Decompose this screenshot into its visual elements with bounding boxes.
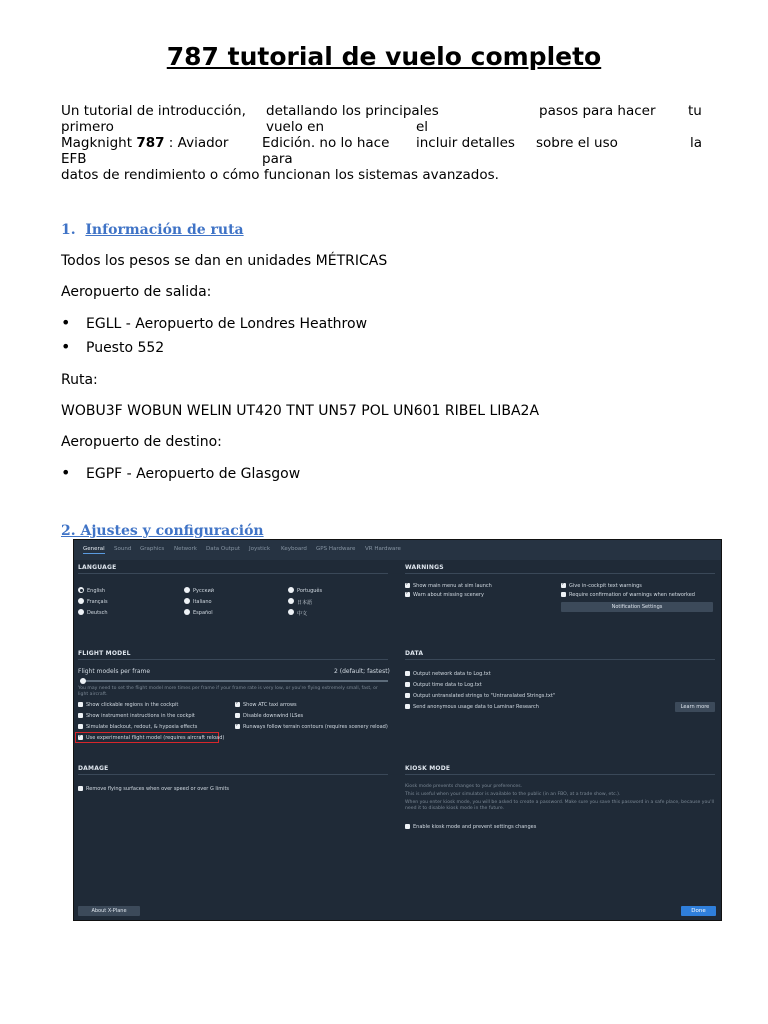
usage-data-checkbox[interactable] xyxy=(405,704,410,709)
label-chinese: 中文 xyxy=(297,611,308,617)
warn-networked-label: Require confirmation of warnings when networked xyxy=(569,592,695,598)
intro-l3 xyxy=(61,135,228,151)
radio-portugues[interactable] xyxy=(288,587,294,593)
intro-l3-f: sobre el uso xyxy=(536,135,618,151)
tab-joystick[interactable]: Joystick xyxy=(249,546,271,552)
intro-l1-a: Un tutorial de introducción, xyxy=(61,103,246,119)
experimental-flight-model-checkbox[interactable] xyxy=(78,735,83,740)
untranslated-strings-label: Output untranslated strings to "Untranslated Strings.txt" xyxy=(413,693,556,699)
language-heading: LANGUAGE xyxy=(78,564,117,571)
damage-heading: DAMAGE xyxy=(78,765,109,772)
label-deutsch: Deutsch xyxy=(87,610,108,616)
untranslated-strings-checkbox[interactable] xyxy=(405,693,410,698)
kiosk-note-1: Kiosk mode prevents changes to your preferences. xyxy=(405,784,523,789)
destination-item-1: EGPF - Aeropuerto de Glasgow xyxy=(86,466,301,482)
instrument-instructions-label: Show instrument instructions in the cockpit xyxy=(86,713,195,719)
intro-l1-c: pasos para hacer xyxy=(539,103,656,119)
weights-note: Todos los pesos se dan en unidades MÉTRICAS xyxy=(61,253,388,269)
intro-l3-a: Magknight xyxy=(61,135,137,151)
flight-model-divider xyxy=(78,659,388,660)
instrument-instructions-checkbox[interactable] xyxy=(78,713,83,718)
tab-vr-hardware[interactable]: VR Hardware xyxy=(365,546,401,552)
clickable-regions-checkbox[interactable] xyxy=(78,702,83,707)
done-button[interactable]: Done xyxy=(681,906,716,916)
intro-l3-d: Edición. no lo hace xyxy=(262,135,390,151)
tab-gps-hardware[interactable]: GPS Hardware xyxy=(316,546,356,552)
page-title: 787 tutorial de vuelo completo xyxy=(166,42,602,71)
disable-downwind-ils-label: Disable downwind ILSes xyxy=(243,713,304,719)
atc-taxi-arrows-checkbox[interactable] xyxy=(235,702,240,707)
departure-item-2: Puesto 552 xyxy=(86,340,165,356)
kiosk-mode-label: Enable kiosk mode and prevent settings changes xyxy=(413,824,537,830)
warn-missing-scenery-label: Warn about missing scenery xyxy=(413,592,484,598)
data-divider xyxy=(405,659,715,660)
flight-model-slider-handle[interactable] xyxy=(80,678,86,684)
warn-networked-checkbox[interactable] xyxy=(561,592,566,597)
intro-l5: datos de rendimiento o cómo funcionan los sistemas avanzados. xyxy=(61,167,499,183)
intro-l1-b: detallando los principales xyxy=(266,103,439,119)
radio-espanol[interactable] xyxy=(184,609,190,615)
kiosk-note-3: When you enter kiosk mode, you will be asked to create a password. Make sure you save this password in a safe place, because you'll need it to disable kiosk mode in the future. xyxy=(405,800,715,811)
learn-more-button[interactable]: Learn more xyxy=(675,702,715,712)
section-1-link[interactable]: Información de ruta xyxy=(85,222,244,238)
radio-italiano[interactable] xyxy=(184,598,190,604)
section-2-heading[interactable]: 2. Ajustes y configuración xyxy=(61,523,264,539)
intro-l2-a: primero xyxy=(61,119,114,135)
flight-model-note: You may need to set the flight model more times per frame if your frame rate is very low, or you're flying extremely small, fast, or light aircraft. xyxy=(78,686,378,697)
network-data-label: Output network data to Log.txt xyxy=(413,671,491,677)
intro-l2-b: vuelo en xyxy=(266,119,325,135)
intro-l1-d: tu xyxy=(688,103,702,119)
label-english: English xyxy=(87,588,106,594)
intro-l3-bold: 787 xyxy=(136,135,165,151)
remove-flying-surfaces-label: Remove flying surfaces when over speed or over G limits xyxy=(86,786,230,792)
language-divider xyxy=(78,573,388,574)
warnings-heading: WARNINGS xyxy=(405,564,444,571)
intro-l3-e: incluir detalles xyxy=(416,135,515,151)
route-label: Ruta: xyxy=(61,372,98,388)
tab-network[interactable]: Network xyxy=(174,546,197,552)
kiosk-note-2: This is useful when your simulator is available to the public (in an FBO, at a trade show, etc.). xyxy=(405,792,621,797)
kiosk-divider xyxy=(405,774,715,775)
intro-l3-c: : Aviador xyxy=(164,135,229,151)
flight-models-per-frame-value: 2 (default; fastest) xyxy=(334,668,390,675)
data-heading: DATA xyxy=(405,650,424,657)
experimental-flight-model-label: Use experimental flight model (requires aircraft reload) xyxy=(86,735,225,741)
time-data-label: Output time data to Log.txt xyxy=(413,682,482,688)
departure-item-1: EGLL - Aeropuerto de Londres Heathrow xyxy=(86,316,368,332)
intro-l4-b: para xyxy=(262,151,293,167)
radio-japanese[interactable] xyxy=(288,598,294,604)
flight-model-heading: FLIGHT MODEL xyxy=(78,650,131,657)
intro-l2-c: el xyxy=(416,119,429,135)
network-data-checkbox[interactable] xyxy=(405,671,410,676)
label-francais: Français xyxy=(87,599,108,605)
tab-data-output[interactable]: Data Output xyxy=(206,546,240,552)
notification-settings-button[interactable]: Notification Settings xyxy=(561,602,713,612)
blackout-effects-label: Simulate blackout, redout, & hypoxia effects xyxy=(86,724,198,730)
route-string: WOBU3F WOBUN WELIN UT420 TNT UN57 POL UN601 RIBEL LIBA2A xyxy=(61,403,540,419)
intro-l3-g: la xyxy=(690,135,703,151)
tab-graphics[interactable]: Graphics xyxy=(140,546,165,552)
radio-deutsch[interactable] xyxy=(78,609,84,615)
time-data-checkbox[interactable] xyxy=(405,682,410,687)
tab-general[interactable]: General xyxy=(83,546,105,552)
bullet-3: • xyxy=(61,463,71,482)
warnings-divider xyxy=(405,573,715,574)
usage-data-label: Send anonymous usage data to Laminar Research xyxy=(413,704,539,710)
flight-models-per-frame-label: Flight models per frame xyxy=(78,668,151,675)
radio-chinese[interactable] xyxy=(288,609,294,615)
remove-flying-surfaces-checkbox[interactable] xyxy=(78,786,83,791)
warn-missing-scenery-checkbox[interactable] xyxy=(405,592,410,597)
tab-keyboard[interactable]: Keyboard xyxy=(281,546,307,552)
flight-model-slider-track xyxy=(80,680,388,682)
settings-tab-bar xyxy=(74,540,721,560)
warn-text-checkbox[interactable] xyxy=(561,583,566,588)
warn-main-menu-label: Show main menu at sim launch xyxy=(413,583,492,589)
warn-text-label: Give in-cockpit text warnings xyxy=(569,583,642,589)
section-1-number: 1. xyxy=(61,222,76,238)
about-xplane-button[interactable]: About X-Plane xyxy=(78,906,140,916)
runways-terrain-label: Runways follow terrain contours (requires scenery reload) xyxy=(243,724,388,730)
disable-downwind-ils-checkbox[interactable] xyxy=(235,713,240,718)
label-portugues: Português xyxy=(297,588,323,594)
label-espanol: Español xyxy=(193,610,213,616)
damage-divider xyxy=(78,774,388,775)
bullet-1: • xyxy=(61,313,71,332)
label-russian: Русский xyxy=(193,588,214,594)
warn-main-menu-checkbox[interactable] xyxy=(405,583,410,588)
tab-sound[interactable]: Sound xyxy=(114,546,132,552)
blackout-effects-checkbox[interactable] xyxy=(78,724,83,729)
label-japanese: 日本語 xyxy=(297,600,313,606)
intro-l4-a: EFB xyxy=(61,151,87,167)
bullet-2: • xyxy=(61,337,71,356)
runways-terrain-checkbox[interactable] xyxy=(235,724,240,729)
settings-screenshot xyxy=(73,539,722,921)
radio-english[interactable] xyxy=(78,587,84,593)
kiosk-heading: KIOSK MODE xyxy=(405,765,451,772)
label-italiano: Italiano xyxy=(193,599,212,605)
destination-label: Aeropuerto de destino: xyxy=(61,434,222,450)
clickable-regions-label: Show clickable regions in the cockpit xyxy=(86,702,179,708)
section-1-heading xyxy=(61,222,244,238)
atc-taxi-arrows-label: Show ATC taxi arrows xyxy=(243,702,297,708)
kiosk-mode-checkbox[interactable] xyxy=(405,824,410,829)
radio-francais[interactable] xyxy=(78,598,84,604)
departure-label: Aeropuerto de salida: xyxy=(61,284,212,300)
radio-russian[interactable] xyxy=(184,587,190,593)
